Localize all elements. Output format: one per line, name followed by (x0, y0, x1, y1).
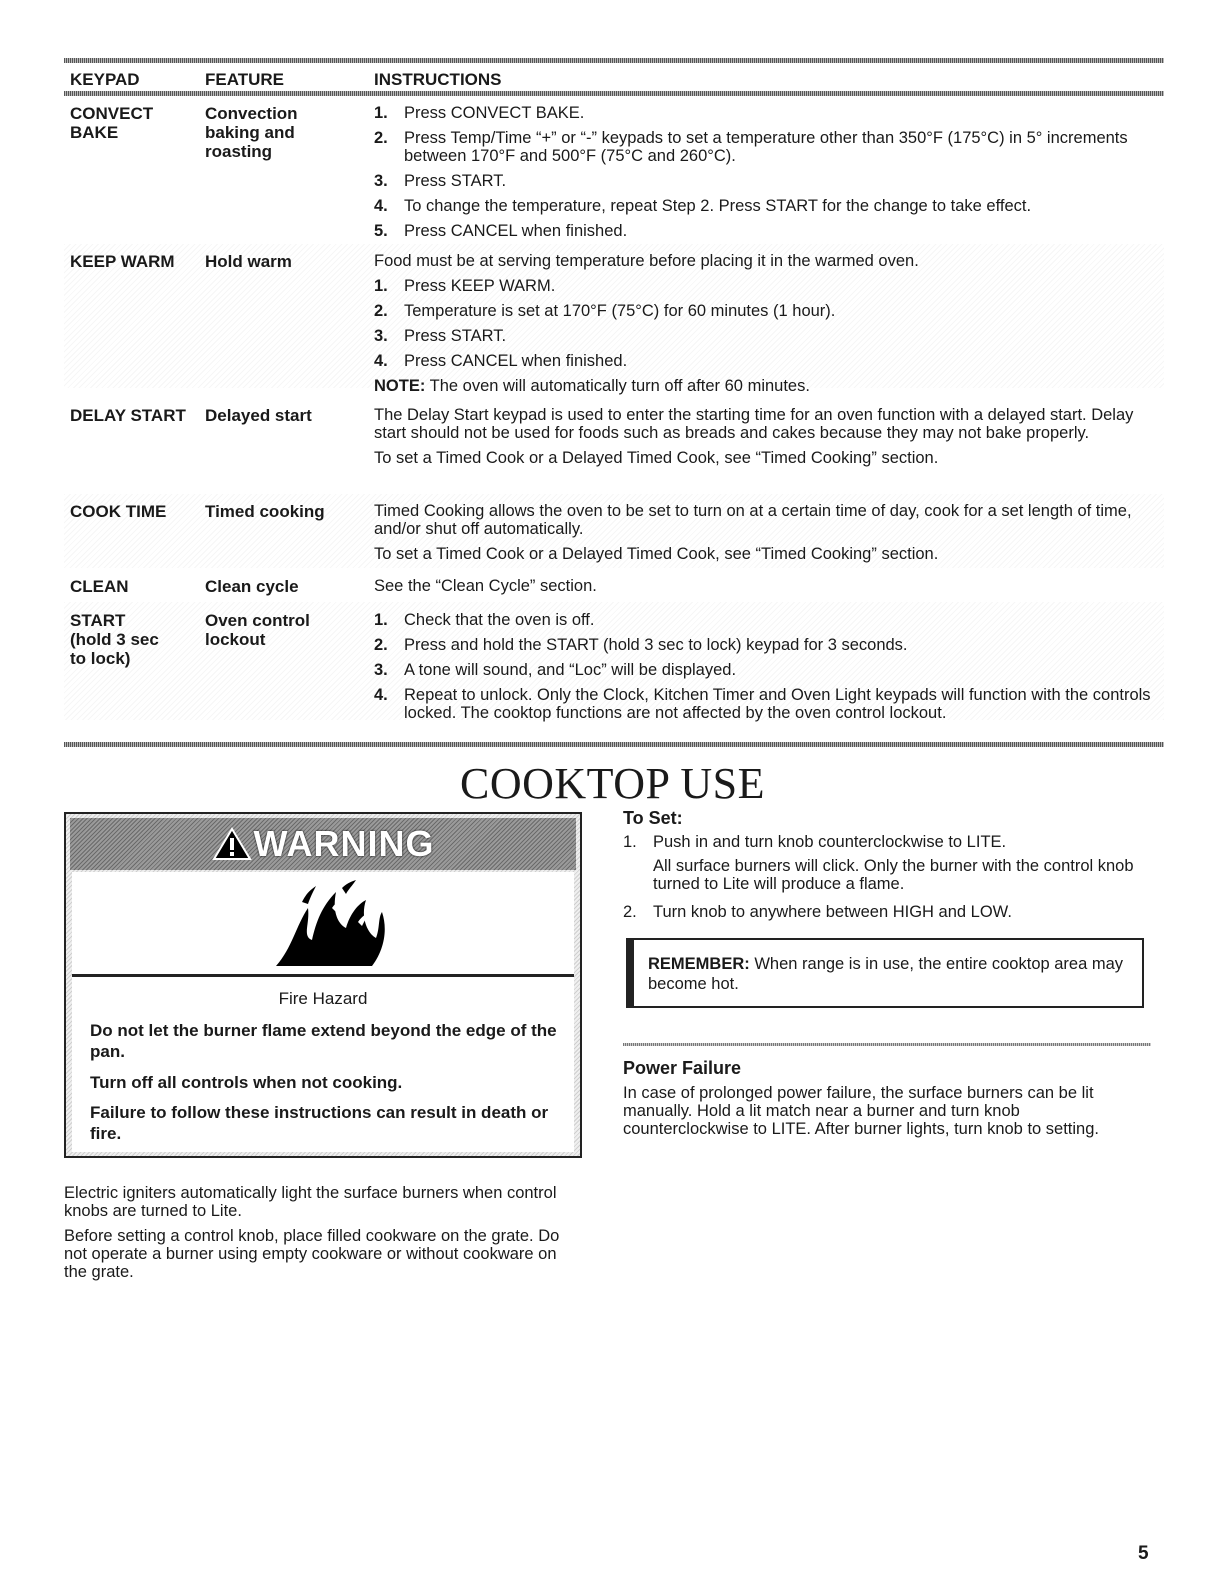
instruction-paragraph: See the “Clean Cycle” section. (374, 577, 597, 595)
keypad-cell (70, 577, 200, 596)
step (374, 302, 1159, 320)
warning-line: Turn off all controls when not cooking. (90, 1073, 403, 1092)
step-text: Press START. (404, 327, 507, 345)
step (374, 172, 1159, 190)
step-text: Press Temp/Time “+” or “-” keypads to set a temperature other than 350°F (175°C) in 5° increments between 170°F and 500°F (75°C and 260°C). (404, 129, 1128, 165)
note-label: NOTE: (374, 377, 426, 395)
instruction-paragraph: The Delay Start keypad is used to enter the starting time for an oven function with a delayed start. Delay start should not be used for foods such as breads and cakes because they may not bake properly. (374, 406, 1134, 442)
instructions-cell (374, 502, 1159, 570)
top-rule (64, 58, 1164, 63)
feature-cell (205, 406, 365, 425)
table-bottom-rule (64, 742, 1164, 747)
keypad-line: START (70, 611, 126, 630)
step-text: Press START. (404, 172, 507, 190)
remember-label: REMEMBER: (648, 955, 750, 973)
step-text: Press and hold the START (hold 3 sec to lock) keypad for 3 seconds. (404, 636, 908, 654)
step-number: 2. (374, 302, 388, 320)
step-text: A tone will sound, and “Loc” will be displayed. (404, 661, 737, 679)
step-text: To change the temperature, repeat Step 2. Press START for the change to take effect. (404, 197, 1032, 215)
keypad-line: CONVECT (70, 104, 154, 123)
section-title: COOKTOP USE (460, 759, 765, 808)
step-number: 1. (374, 611, 388, 629)
step (374, 352, 1159, 370)
step-text: Turn knob to anywhere between HIGH and LOW. (653, 903, 1012, 921)
table-row-delay-start (64, 400, 1164, 492)
step-number: 2. (374, 636, 388, 654)
keypad-cell (70, 502, 200, 521)
feature-line: Clean cycle (205, 577, 299, 596)
step-text: Check that the oven is off. (404, 611, 595, 629)
step-text: Temperature is set at 170°F (75°C) for 60 minutes (1 hour). (404, 302, 836, 320)
instructions-cell (374, 252, 1159, 402)
header-rule (64, 91, 1164, 96)
step-number: 5. (374, 222, 388, 240)
step-number: 1. (374, 104, 388, 122)
step (374, 222, 1159, 240)
feature-line: Delayed start (205, 406, 312, 425)
warning-triangle-icon (212, 827, 252, 861)
to-set-step-1 (623, 833, 1143, 893)
step (374, 686, 1159, 722)
step (374, 661, 1159, 679)
warning-line: Failure to follow these instructions can result in death or fire. (90, 1103, 549, 1143)
hazard-title: Fire Hazard (278, 989, 368, 1008)
feature-cell (205, 104, 365, 161)
step (374, 327, 1159, 345)
feature-line: baking and (205, 123, 295, 142)
feature-line: Hold warm (205, 252, 292, 271)
table-row-convect-bake (64, 100, 1164, 240)
step (374, 277, 1159, 295)
instruction-paragraph: Timed Cooking allows the oven to be set to turn on at a certain time of day, cook for a set length of time, and/or shut off automatically. (374, 502, 1132, 538)
feature-cell (205, 502, 365, 521)
step (374, 197, 1159, 215)
warning-body (72, 977, 574, 1152)
keypad-cell (70, 104, 200, 142)
header-instructions: INSTRUCTIONS (374, 70, 502, 89)
keypad-line: BAKE (70, 123, 119, 142)
keypad-line: DELAY START (70, 406, 186, 425)
table-row-clean (64, 570, 1164, 600)
table-row-cook-time (64, 494, 1164, 568)
step-number: 2. (374, 129, 388, 147)
power-failure-rule (623, 1043, 1151, 1046)
keypad-line: (hold 3 sec (70, 630, 159, 649)
instructions-cell (374, 406, 1159, 474)
step-number: 2. (623, 903, 637, 921)
step (374, 104, 1159, 122)
remember-text: When range is in use, the entire cooktop area may become hot. (648, 955, 1124, 993)
step-number: 3. (374, 327, 388, 345)
keypad-line: CLEAN (70, 577, 129, 596)
step-text: Press KEEP WARM. (404, 277, 556, 295)
step-number: 3. (374, 172, 388, 190)
igniter-paragraph: Electric igniters automatically light the surface burners when control knobs are turned to Lite. (64, 1184, 557, 1220)
feature-cell (205, 611, 365, 649)
feature-cell (205, 577, 365, 596)
cookware-paragraph: Before setting a control knob, place filled cookware on the grate. Do not operate a burner using empty cookware or without cookware on the grate. (64, 1227, 560, 1281)
step-subtext: All surface burners will click. Only the burner with the control knob turned to Lite will produce a flame. (653, 857, 1134, 893)
header-feature: FEATURE (205, 70, 285, 89)
note-text: The oven will automatically turn off after 60 minutes. (425, 377, 810, 395)
step-number: 1. (623, 833, 637, 851)
power-failure-heading: Power Failure (623, 1058, 742, 1078)
keypad-line: COOK TIME (70, 502, 167, 521)
step-text: Press CANCEL when finished. (404, 352, 628, 370)
fire-icon (262, 878, 392, 970)
step (374, 611, 1159, 629)
to-set-heading: To Set: (623, 808, 683, 828)
instruction-paragraph: Food must be at serving temperature before placing it in the warmed oven. (374, 252, 919, 270)
keypad-line: KEEP WARM (70, 252, 175, 271)
step-number: 4. (374, 352, 388, 370)
step-text: Press CONVECT BAKE. (404, 104, 585, 122)
warning-line: Do not let the burner flame extend beyond the edge of the pan. (90, 1021, 557, 1061)
instruction-paragraph: To set a Timed Cook or a Delayed Timed Cook, see “Timed Cooking” section. (374, 449, 939, 467)
step-number: 4. (374, 686, 388, 704)
note (374, 377, 1159, 395)
step (374, 636, 1159, 654)
feature-line: Oven control (205, 611, 310, 630)
instructions-cell (374, 577, 1159, 602)
feature-cell (205, 252, 365, 271)
header-keypad: KEYPAD (70, 70, 140, 89)
feature-line: lockout (205, 630, 266, 649)
keypad-cell (70, 406, 200, 425)
fire-pictogram (72, 872, 574, 977)
step-text: Repeat to unlock. Only the Clock, Kitchen Timer and Oven Light keypads will function with the controls locked. The cooktop functions are not affected by the oven control lockout. (404, 686, 1151, 722)
step-text: Push in and turn knob counterclockwise to LITE. (653, 833, 1007, 851)
table-row-keep-warm (64, 244, 1164, 395)
feature-line: roasting (205, 142, 273, 161)
step-number: 4. (374, 197, 388, 215)
remember-box (626, 938, 1144, 1008)
instruction-paragraph: To set a Timed Cook or a Delayed Timed Cook, see “Timed Cooking” section. (374, 545, 939, 563)
power-failure-text: In case of prolonged power failure, the surface burners can be lit manually. Hold a lit match near a burner and turn knob counterclockwise to LITE. After burner lights, turn knob to setting. (623, 1084, 1099, 1138)
keypad-line: to lock) (70, 649, 131, 668)
page-number: 5 (1138, 1543, 1149, 1564)
step (374, 129, 1159, 165)
step-number: 1. (374, 277, 388, 295)
warning-box (64, 812, 582, 1158)
keypad-cell (70, 611, 200, 668)
feature-line: Timed cooking (205, 502, 325, 521)
feature-line: Convection (205, 104, 298, 123)
step-text: Press CANCEL when finished. (404, 222, 628, 240)
warning-header (70, 818, 576, 870)
step-number: 3. (374, 661, 388, 679)
to-set-step-2 (623, 903, 1143, 921)
warning-title: WARNING (253, 823, 435, 864)
table-row-start-lockout (64, 602, 1164, 720)
keypad-cell (70, 252, 200, 271)
instructions-cell (374, 104, 1159, 247)
instructions-cell (374, 611, 1159, 729)
